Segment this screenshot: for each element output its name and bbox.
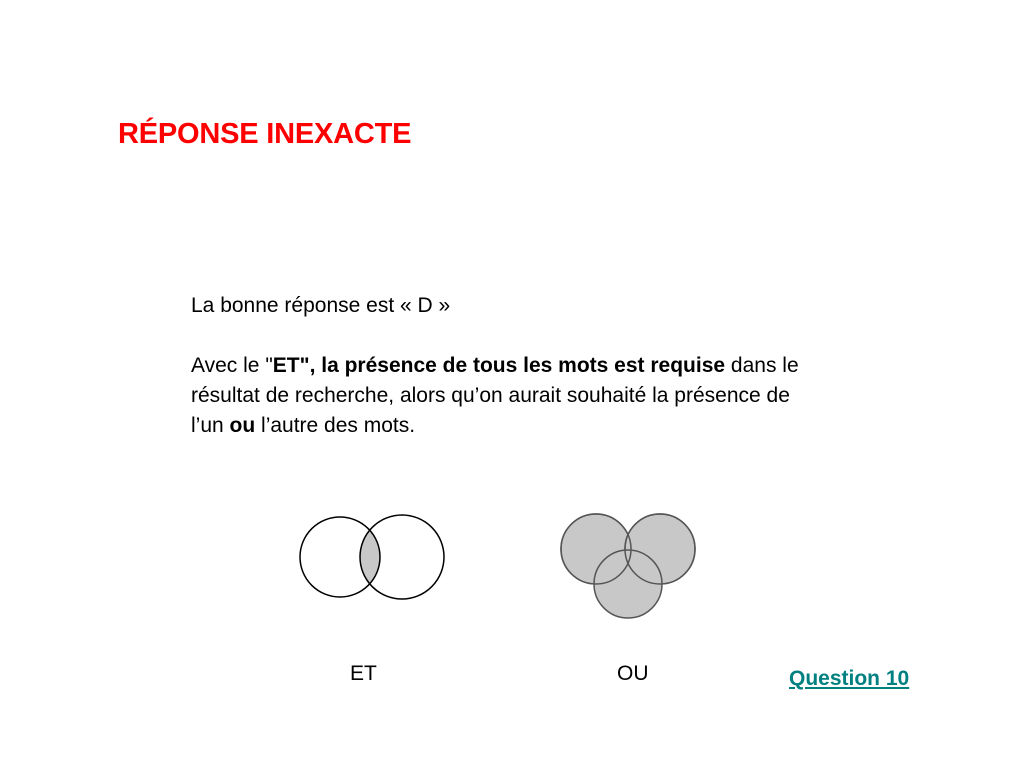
correct-answer-text: La bonne réponse est « D » [191, 294, 451, 317]
explanation-bold-ou: ou [229, 414, 256, 437]
explanation-line-2: résultat de recherche, alors qu’on aurait souhaité la présence de [191, 384, 790, 407]
venn-circle-bottom [594, 550, 662, 618]
label-ou: OU [617, 662, 649, 685]
explanation-paragraph [191, 351, 951, 441]
venn-diagram-et [290, 505, 455, 610]
explanation-line-1 [191, 351, 951, 381]
next-question-link[interactable]: Question 10 [789, 667, 910, 690]
label-et: ET [350, 662, 377, 685]
explanation-bold-et: ET", la présence de tous les mots est requise [272, 354, 726, 377]
result-title: RÉPONSE INEXACTE [118, 118, 412, 150]
explanation-prefix: Avec le " [191, 354, 273, 377]
explanation-suffix-3: l’autre des mots. [255, 414, 416, 437]
explanation-prefix-3: l’un [191, 414, 230, 437]
explanation-suffix: dans le [725, 354, 799, 377]
venn-diagram-ou [552, 502, 702, 627]
explanation-line-3 [191, 411, 951, 441]
